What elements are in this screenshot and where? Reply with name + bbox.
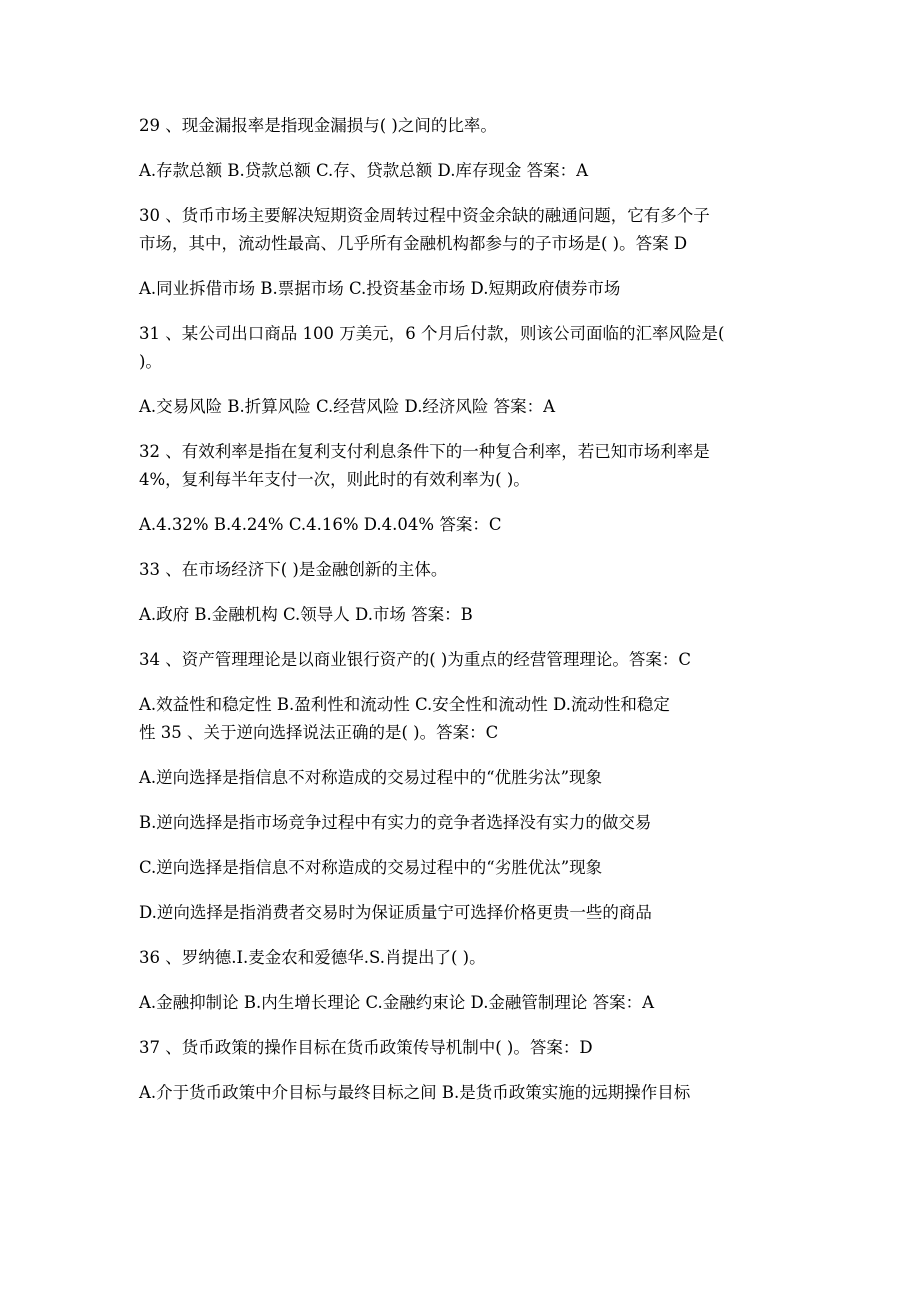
question-36-options-text: A.金融抑制论 B.内生增长理论 C.金融约束论 D.金融管制理论 答案：A — [139, 993, 655, 1012]
question-29-text: 29 、现金漏报率是指现金漏损与( )之间的比率。 — [139, 116, 497, 135]
question-34-options — [139, 691, 784, 747]
question-34 — [139, 646, 784, 674]
question-31 — [139, 320, 784, 376]
question-31-text-line-1: 31 、某公司出口商品 100 万美元，6 个月后付款，则该公司面临的汇率风险是( — [139, 324, 725, 343]
question-30 — [139, 202, 784, 258]
question-37 — [139, 1034, 784, 1062]
question-31-options — [139, 393, 784, 421]
question-32 — [139, 438, 784, 494]
question-29 — [139, 112, 784, 140]
question-36-options — [139, 989, 784, 1017]
question-35-option-a-text: A.逆向选择是指信息不对称造成的交易过程中的“优胜劣汰”现象 — [139, 768, 603, 787]
question-35-option-b-text: B.逆向选择是指市场竞争过程中有实力的竞争者选择没有实力的做交易 — [139, 813, 652, 832]
question-32-options — [139, 511, 784, 539]
question-31-text-line-2: )。 — [139, 352, 162, 371]
question-32-options-text: A.4.32% B.4.24% C.4.16% D.4.04% 答案：C — [139, 515, 502, 534]
question-35-option-d-text: D.逆向选择是指消费者交易时为保证质量宁可选择价格更贵一些的商品 — [139, 903, 652, 922]
question-37-options-text: A.介于货币政策中介目标与最终目标之间 B.是货币政策实施的远期操作目标 — [139, 1083, 691, 1102]
question-30-options — [139, 275, 784, 303]
question-37-options — [139, 1079, 784, 1107]
question-30-options-text: A.同业拆借市场 B.票据市场 C.投资基金市场 D.短期政府债券市场 — [139, 279, 621, 298]
question-33-text: 33 、在市场经济下( )是金融创新的主体。 — [139, 560, 448, 579]
question-32-text-line-2: 4%，复利每半年支付一次，则此时的有效利率为( )。 — [139, 470, 530, 489]
question-33 — [139, 556, 784, 584]
question-34-text: 34 、资产管理理论是以商业银行资产的( )为重点的经营管理理论。答案：C — [139, 650, 691, 669]
question-30-text-line-1: 30 、货币市场主要解决短期资金周转过程中资金余缺的融通问题，它有多个子 — [139, 206, 710, 225]
question-29-options-text: A.存款总额 B.贷款总额 C.存、贷款总额 D.库存现金 答案：A — [139, 161, 589, 180]
question-33-options-text: A.政府 B.金融机构 C.领导人 D.市场 答案：B — [139, 605, 473, 624]
question-35-option-a — [139, 764, 784, 792]
question-35-option-c — [139, 854, 784, 882]
question-32-text-line-1: 32 、有效利率是指在复利支付利息条件下的一种复合利率，若已知市场利率是 — [139, 442, 710, 461]
question-36 — [139, 944, 784, 972]
question-37-text: 37 、货币政策的操作目标在货币政策传导机制中( )。答案：D — [139, 1038, 593, 1057]
question-34-options-line-2: 性 35 、关于逆向选择说法正确的是( )。答案：C — [139, 723, 499, 742]
question-31-options-text: A.交易风险 B.折算风险 C.经营风险 D.经济风险 答案：A — [139, 397, 556, 416]
question-33-options — [139, 601, 784, 629]
question-29-options — [139, 157, 784, 185]
question-36-text: 36 、罗纳德.I.麦金农和爱德华.S.肖提出了( )。 — [139, 948, 486, 967]
question-35-option-b — [139, 809, 784, 837]
question-30-text-line-2: 市场，其中，流动性最高、几乎所有金融机构都参与的子市场是( )。答案 D — [139, 234, 688, 253]
question-34-options-line-1: A.效益性和稳定性 B.盈利性和流动性 C.安全性和流动性 D.流动性和稳定 — [139, 695, 670, 714]
question-35-option-d — [139, 899, 784, 927]
document-page — [139, 112, 784, 1124]
question-35-option-c-text: C.逆向选择是指信息不对称造成的交易过程中的“劣胜优汰”现象 — [139, 858, 603, 877]
